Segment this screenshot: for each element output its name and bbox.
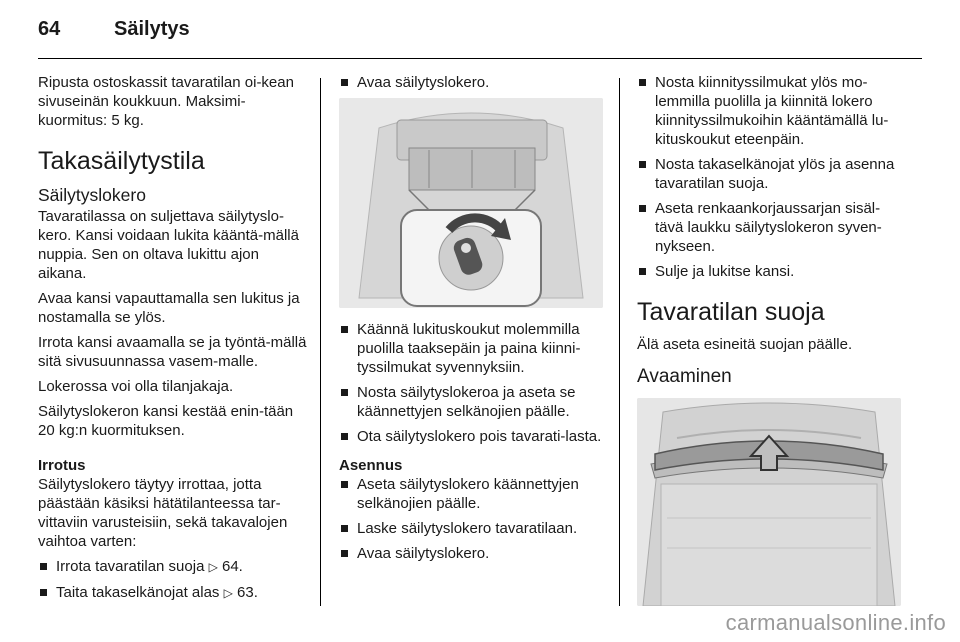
- bullet-square-icon: [639, 268, 646, 275]
- bullet-list: [637, 73, 905, 281]
- list-item: Ota säilytyslokero pois tavarati-lasta.: [339, 427, 605, 446]
- page-reference-link[interactable]: 64.: [222, 558, 243, 575]
- section-heading: Takasäilytystila: [38, 147, 205, 175]
- bullet-list: [339, 73, 605, 92]
- list-item: Nosta säilytyslokeroa ja aseta se käännettyjen selkänojien päälle.: [339, 383, 605, 421]
- list-item: Laske säilytyslokero tavaratilaan.: [339, 519, 605, 538]
- section-heading: Tavaratilan suoja: [637, 298, 825, 326]
- bullet-square-icon: [40, 589, 47, 596]
- list-item: Sulje ja lukitse kansi.: [637, 262, 905, 281]
- subsection-heading: Avaaminen: [637, 366, 732, 387]
- list-item: Käännä lukituskoukut molemmilla puolilla taaksepäin ja paina kiinni-tyssilmukat syvennyksiin.: [339, 320, 605, 377]
- bullet-square-icon: [341, 525, 348, 532]
- bullet-list: [339, 320, 605, 446]
- bullet-square-icon: [341, 550, 348, 557]
- bullet-square-icon: [341, 433, 348, 440]
- list-item: Nosta kiinnityssilmukat ylös mo-lemmilla puolilla ja kiinnitä lokero kiinnityssilmukoihin kääntämällä lu-kituskoukut eteenpäin.: [637, 73, 905, 149]
- paragraph: Älä aseta esineitä suojan päälle.: [637, 336, 853, 353]
- list-item: Irrota tavaratilan suoja ▷ 64.: [38, 557, 310, 577]
- page-title: Säilytys: [114, 18, 190, 40]
- bullet-square-icon: [639, 205, 646, 212]
- list-item: Aseta renkaankorjaussarjan sisäl-tävä laukku säilytyslokeron syven-nykseen.: [637, 199, 905, 256]
- irrotus-heading: Irrotus: [38, 457, 86, 474]
- bullet-square-icon: [341, 79, 348, 86]
- list-item: Avaa säilytyslokero.: [339, 73, 605, 92]
- bullet-square-icon: [40, 563, 47, 570]
- bullet-square-icon: [341, 326, 348, 333]
- page-number: 64: [38, 18, 61, 40]
- reference-arrow-icon: ▷: [208, 560, 218, 574]
- intro-paragraph: Ripusta ostoskassit tavaratilan oi-kean sivuseinän koukkuun. Maksimi-kuormitus: 5 kg.: [38, 74, 294, 129]
- bullet-square-icon: [639, 161, 646, 168]
- column-divider-1: [320, 78, 321, 606]
- bullet-list: [38, 557, 310, 603]
- column-2: [339, 73, 605, 569]
- paragraph: Säilytyslokero täytyy irrottaa, jotta päästään käsiksi hätätilanteessa tar-vittaviin varusteisiin, sekä takavalojen vaihtoa varten:: [38, 476, 288, 550]
- paragraph: Säilytyslokeron kansi kestää enin-tään 20 kg:n kuormituksen.: [38, 403, 294, 439]
- asennus-heading: Asennus: [339, 457, 403, 474]
- paragraph: Avaa kansi vapauttamalla sen lukitus ja nostamalla se ylös.: [38, 290, 300, 326]
- list-item: Taita takaselkänojat alas ▷ 63.: [38, 583, 310, 603]
- watermark-url: carmanualsonline.info: [725, 610, 946, 635]
- page-reference-link[interactable]: 63.: [237, 584, 258, 601]
- list-item: Avaa säilytyslokero.: [339, 544, 605, 563]
- page-header: [38, 18, 190, 41]
- luggage-cover-image: [637, 398, 901, 606]
- bullet-square-icon: [341, 481, 348, 488]
- header-rule: [38, 58, 922, 59]
- paragraph: Lokerossa voi olla tilanjakaja.: [38, 378, 234, 395]
- column-3: [637, 73, 905, 606]
- bullet-list: [339, 475, 605, 563]
- bullet-square-icon: [341, 389, 348, 396]
- reference-arrow-icon: ▷: [223, 586, 233, 600]
- list-item: Nosta takaselkänojat ylös ja asenna tavaratilan suoja.: [637, 155, 905, 193]
- subsection-heading: Säilytyslokero: [38, 185, 146, 205]
- list-item: Aseta säilytyslokero käännettyjen selkänojien päälle.: [339, 475, 605, 513]
- column-divider-2: [619, 78, 620, 606]
- paragraph: Irrota kansi avaamalla se ja työntä-mällä sitä sivusuunnassa vasem-malle.: [38, 334, 307, 370]
- bullet-square-icon: [639, 79, 646, 86]
- column-1: [38, 73, 310, 609]
- paragraph: Tavaratilassa on suljettava säilytyslo-kero. Kansi voidaan lukita kääntä-mällä nuppia. Sen on oltava lukittu ajon aikana.: [38, 208, 299, 282]
- storage-compartment-image: [339, 98, 603, 308]
